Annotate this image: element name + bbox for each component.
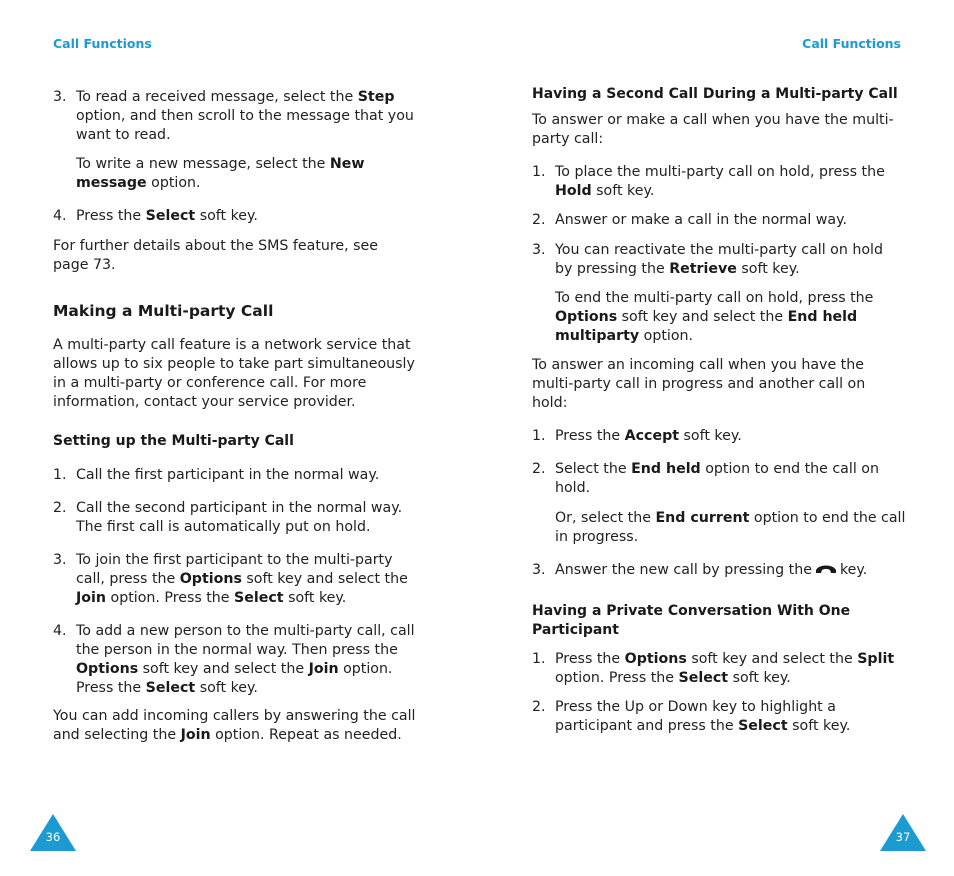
join-label: Join bbox=[76, 590, 106, 606]
text: Press the bbox=[76, 680, 146, 696]
text: want to read. bbox=[76, 127, 171, 143]
text: key. bbox=[839, 562, 868, 578]
incoming-call-paragraph bbox=[532, 356, 912, 413]
text: To place the multi-party call on hold, press the bbox=[555, 164, 885, 180]
text: option. Press the bbox=[106, 590, 235, 606]
right-running-header: Call Functions bbox=[802, 36, 901, 51]
text: You can reactivate the multi-party call on hold bbox=[555, 242, 883, 258]
options-label: Options bbox=[179, 571, 242, 587]
text: option. Press the bbox=[555, 670, 679, 686]
subsection-title-second-call: Having a Second Call During a Multi-party Call bbox=[532, 86, 898, 102]
text: soft key. bbox=[591, 183, 655, 199]
accept-label: Accept bbox=[624, 428, 680, 444]
page-number: 37 bbox=[895, 830, 911, 844]
hold-label: Hold bbox=[555, 183, 592, 199]
subsection-title-setup: Setting up the Multi-party Call bbox=[53, 433, 294, 449]
join-label: Join bbox=[180, 727, 211, 743]
select-label: Select bbox=[678, 670, 729, 686]
text: To write a new message, select the bbox=[76, 156, 330, 172]
options-label: Options bbox=[76, 661, 139, 677]
text: allows up to six people to take part simultaneously bbox=[53, 356, 415, 372]
phone-send-key-icon bbox=[815, 562, 837, 581]
text: Press the Up or Down key to highlight a bbox=[555, 699, 836, 715]
list-item-reactivate bbox=[532, 241, 912, 281]
select-label: Select bbox=[145, 208, 196, 224]
list-number: 1. bbox=[532, 428, 546, 444]
sub-paragraph-end-held bbox=[555, 289, 915, 346]
right-page-number-badge bbox=[879, 812, 927, 852]
multi-party-intro-paragraph bbox=[53, 336, 433, 412]
message-label: message bbox=[76, 175, 147, 191]
text: option, and then scroll to the message that you bbox=[76, 108, 414, 124]
list-item-join-first bbox=[53, 551, 433, 611]
text: soft key. bbox=[283, 590, 347, 606]
text: option. bbox=[146, 175, 201, 191]
list-item-split bbox=[532, 650, 912, 690]
text: To answer an incoming call when you have the bbox=[532, 357, 864, 373]
text: participant and press the bbox=[555, 718, 739, 734]
text: multi-party call in progress and another call on bbox=[532, 376, 866, 392]
text: soft key. bbox=[679, 428, 742, 444]
text: soft key. bbox=[736, 261, 800, 277]
list-number: 2. bbox=[532, 461, 546, 477]
list-number: 2. bbox=[53, 500, 67, 516]
incoming-callers-paragraph bbox=[53, 707, 443, 745]
section-title-multi-party: Making a Multi-party Call bbox=[53, 302, 274, 320]
list-item-press-select bbox=[53, 207, 433, 227]
text: Call the first participant in the normal way. bbox=[76, 467, 380, 483]
list-item-call-second bbox=[53, 499, 433, 539]
list-item-highlight-participant bbox=[532, 698, 912, 738]
text: To end the multi-party call on hold, press the bbox=[555, 290, 874, 306]
text: soft key. bbox=[195, 680, 258, 696]
list-item-answer-normal bbox=[532, 211, 912, 231]
text: Press the bbox=[555, 651, 625, 667]
text: option. bbox=[338, 661, 393, 677]
text: option to end the call on bbox=[700, 461, 879, 477]
text: by pressing the bbox=[555, 261, 670, 277]
step-key-label: Step bbox=[357, 89, 395, 105]
text: Answer or make a call in the normal way. bbox=[555, 212, 847, 228]
text: For further details about the SMS feature, see bbox=[53, 238, 378, 254]
list-number: 2. bbox=[532, 212, 546, 228]
text: The first call is automatically put on hold. bbox=[76, 519, 371, 535]
text: A multi-party call feature is a network service that bbox=[53, 337, 411, 353]
list-item-answer-new-call bbox=[532, 561, 912, 581]
text: soft key and select the bbox=[241, 571, 408, 587]
list-item-accept bbox=[532, 427, 912, 447]
text: hold. bbox=[555, 480, 591, 496]
select-label: Select bbox=[738, 718, 788, 734]
list-number: 2. bbox=[532, 699, 546, 715]
text: option to end the call bbox=[749, 510, 906, 526]
new-label: New bbox=[329, 156, 365, 172]
text: Or, select the bbox=[555, 510, 656, 526]
list-number: 1. bbox=[53, 467, 67, 483]
text: option. Repeat as needed. bbox=[210, 727, 402, 743]
retrieve-label: Retrieve bbox=[669, 261, 737, 277]
list-item-call-first bbox=[53, 466, 433, 486]
text: You can add incoming callers by answering the call bbox=[53, 708, 416, 724]
list-number: 1. bbox=[532, 164, 546, 180]
text: Answer the new call by pressing the bbox=[555, 562, 812, 578]
list-item-select-end-held bbox=[532, 460, 912, 500]
text: soft key. bbox=[787, 718, 851, 734]
text: soft key and select the bbox=[617, 309, 788, 325]
list-number: 1. bbox=[532, 651, 546, 667]
options-label: Options bbox=[624, 651, 687, 667]
text: Participant bbox=[532, 621, 619, 638]
join-label: Join bbox=[308, 661, 339, 677]
further-details-paragraph bbox=[53, 237, 433, 275]
sub-paragraph-new-message bbox=[76, 155, 436, 193]
text: in progress. bbox=[555, 529, 639, 545]
second-call-intro-paragraph bbox=[532, 111, 912, 149]
text: soft key. bbox=[728, 670, 791, 686]
text: To join the first participant to the multi-party bbox=[76, 552, 393, 568]
text: Press the bbox=[76, 208, 146, 224]
text: Having a Private Conversation With One bbox=[532, 603, 851, 619]
text: To answer or make a call when you have the multi- bbox=[532, 112, 894, 128]
left-running-header: Call Functions bbox=[53, 36, 152, 51]
list-number: 4. bbox=[53, 623, 67, 639]
page-number: 36 bbox=[45, 830, 61, 844]
list-number: 3. bbox=[532, 562, 546, 578]
text: soft key. bbox=[195, 208, 258, 224]
end-current-label: End current bbox=[655, 510, 750, 526]
split-label: Split bbox=[857, 651, 895, 667]
list-item-add-person bbox=[53, 622, 433, 702]
list-number: 3. bbox=[532, 242, 546, 258]
select-label: Select bbox=[145, 680, 196, 696]
text: party call: bbox=[532, 131, 604, 147]
subsection-title-private-conversation bbox=[532, 602, 912, 639]
sub-paragraph-end-current bbox=[555, 509, 915, 547]
text: Call the second participant in the normal way. bbox=[76, 500, 403, 516]
text: call, press the bbox=[76, 571, 180, 587]
text: Press the bbox=[555, 428, 625, 444]
text: soft key and select the bbox=[686, 651, 858, 667]
text: soft key and select the bbox=[138, 661, 309, 677]
list-item-place-on-hold bbox=[532, 163, 912, 203]
end-held-label: End held bbox=[631, 461, 701, 477]
list-number: 3. bbox=[53, 89, 67, 105]
text: page 73. bbox=[53, 257, 116, 273]
text: option. bbox=[639, 328, 694, 344]
text: Select the bbox=[555, 461, 632, 477]
multiparty-label: multiparty bbox=[555, 328, 640, 344]
text: To read a received message, select the bbox=[76, 89, 358, 105]
text: information, contact your service provider. bbox=[53, 394, 356, 410]
text: hold: bbox=[532, 395, 568, 411]
list-number: 4. bbox=[53, 208, 67, 224]
text: and selecting the bbox=[53, 727, 181, 743]
text: in a multi-party or conference call. For more bbox=[53, 375, 367, 391]
left-page-number-badge bbox=[29, 812, 77, 852]
text: To add a new person to the multi-party call, call bbox=[76, 623, 415, 639]
text: the person in the normal way. Then press the bbox=[76, 642, 398, 658]
select-label: Select bbox=[234, 590, 284, 606]
options-label: Options bbox=[555, 309, 618, 325]
list-number: 3. bbox=[53, 552, 67, 568]
end-held-label: End held bbox=[787, 309, 858, 325]
